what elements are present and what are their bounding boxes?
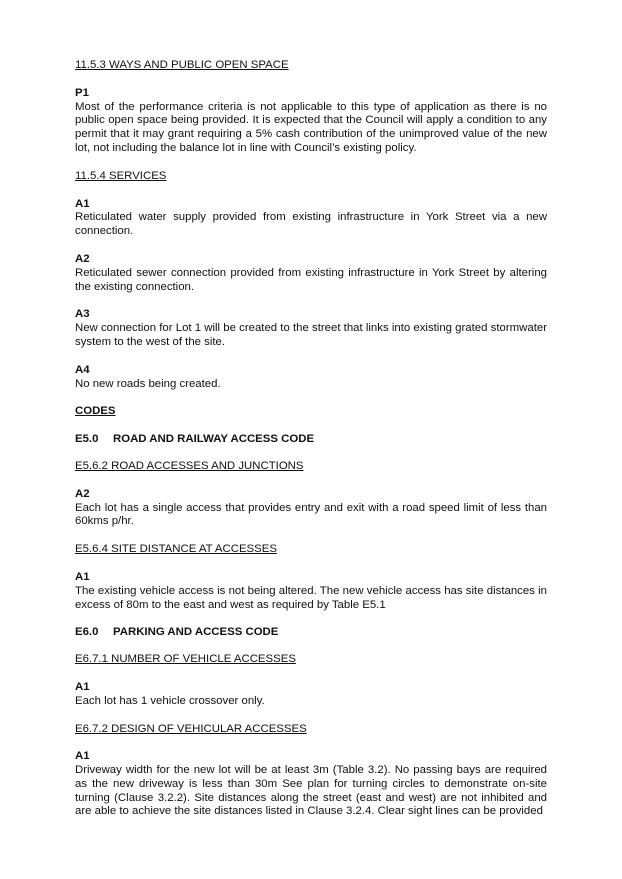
- services-a2-label: A2: [75, 252, 90, 265]
- e5-6-2-heading: E5.6.2 ROAD ACCESSES AND JUNCTIONS: [75, 459, 304, 472]
- e5-6-4-label: A1: [75, 570, 90, 583]
- e5-6-2-label: A2: [75, 487, 90, 500]
- e6-title: PARKING AND ACCESS CODE: [113, 626, 279, 639]
- p1-label: P1: [75, 86, 89, 99]
- heading-11-5-4: 11.5.4 SERVICES: [75, 169, 167, 182]
- e6-number: E6.0: [75, 626, 99, 639]
- e5-6-2-text: Each lot has a single access that provides entry and exit with a road speed limit of less than 60kms p/hr.: [75, 501, 547, 528]
- e5-6-4-text: The existing vehicle access is not being altered. The new vehicle access has site distances in excess of 80m to the east and west as required by Table E5.1: [75, 584, 547, 611]
- e5-number: E5.0: [75, 433, 99, 446]
- e6-7-2-heading: E6.7.2 DESIGN OF VEHICULAR ACCESSES: [75, 722, 307, 735]
- e5-title: ROAD AND RAILWAY ACCESS CODE: [113, 433, 315, 446]
- e6-7-2-label: A1: [75, 750, 90, 763]
- e6-7-1-heading: E6.7.1 NUMBER OF VEHICLE ACCESSES: [75, 653, 296, 666]
- e6-7-2-text: Driveway width for the new lot will be at least 3m (Table 3.2). No passing bays are required as the new driveway is less than 30m See plan for turning circles to demonstrate on-site turning (Clause 3.2.2). Site distances along the street (east and west) are not inhibited and are able to achieve the site distances listed in Clause 3.2.4. Clear sight lines can be provided: [75, 764, 547, 818]
- e6-heading: [75, 626, 547, 640]
- services-a3-label: A3: [75, 308, 90, 321]
- document-body: [75, 59, 547, 819]
- codes-heading: CODES: [75, 405, 116, 418]
- e6-7-1-text: Each lot has 1 vehicle crossover only.: [75, 694, 265, 707]
- services-a1-label: A1: [75, 197, 90, 210]
- services-a2-text: Reticulated sewer connection provided from existing infrastructure in York Street by altering the existing connection.: [75, 266, 547, 293]
- e5-heading: [75, 433, 547, 447]
- services-a4-label: A4: [75, 363, 90, 376]
- services-a4-text: No new roads being created.: [75, 377, 221, 390]
- heading-11-5-3: 11.5.3 WAYS AND PUBLIC OPEN SPACE: [75, 59, 289, 71]
- e6-7-1-label: A1: [75, 680, 90, 693]
- p1-text: Most of the performance criteria is not applicable to this type of application as there is no public open space being provided. It is expected that the Council will apply a condition to any permit that it may grant requiring a 5% cash contribution of the unimproved value of the new lot, not including the balance lot in line with Council’s existing policy.: [75, 100, 547, 154]
- services-a3-text: New connection for Lot 1 will be created to the street that links into existing grated stormwater system to the west of the site.: [75, 322, 547, 348]
- services-a1-text: Reticulated water supply provided from existing infrastructure in York Street via a new connection.: [75, 211, 547, 238]
- e5-6-4-heading: E5.6.4 SITE DISTANCE AT ACCESSES: [75, 543, 277, 556]
